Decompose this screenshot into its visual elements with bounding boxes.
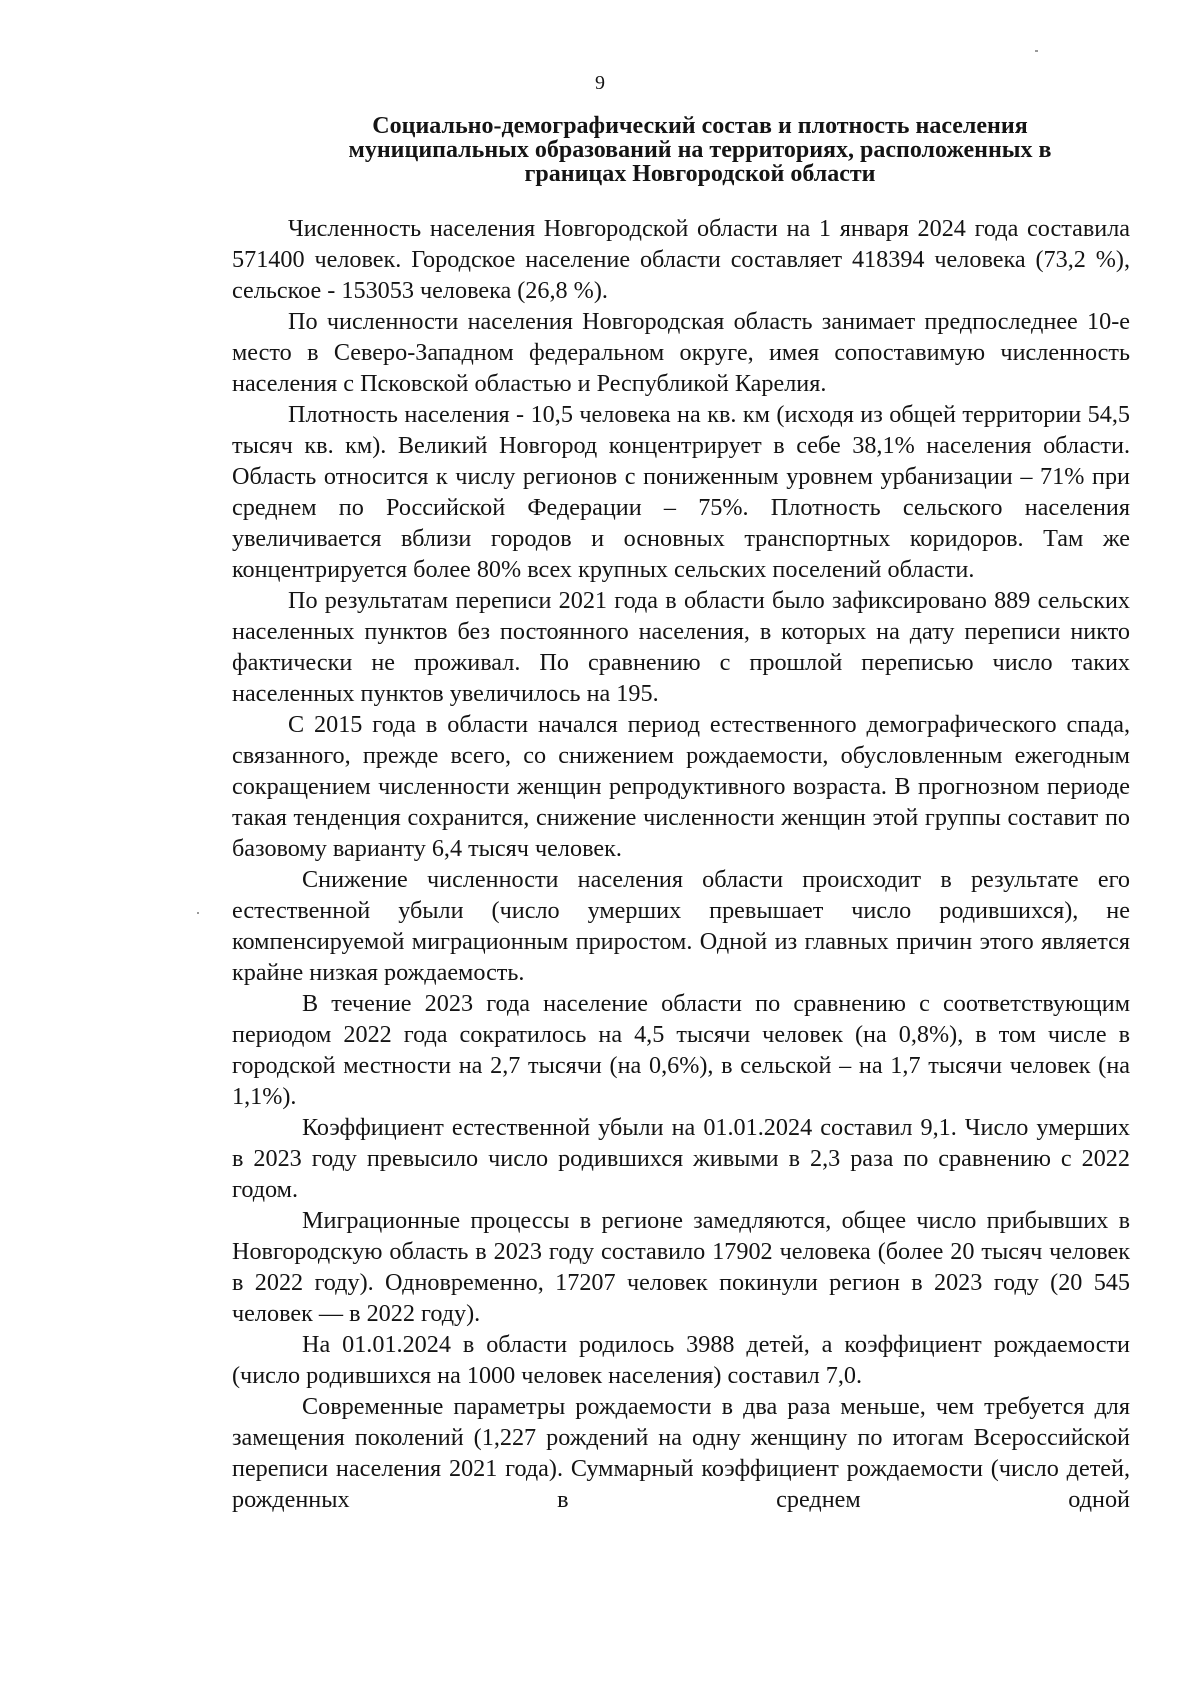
paragraph-population-total: Численность населения Новгородской области на 1 января 2024 года составила 571400 человек. Городское население области составляет 418394 человека (73,2 %), сельское - 153053 человека (26,8 %). xyxy=(232,215,1130,304)
paragraph-birth-rate: На 01.01.2024 в области родилось 3988 детей, а коэффициент рождаемости (число родившихся на 1000 человек населения) составил 7,0. xyxy=(232,1331,1130,1389)
paragraph-fertility: Современные параметры рождаемости в два раза меньше, чем требуется для замещения поколений (1,227 рождений на одну женщину по итогам Всероссийской переписи населения 2021 года). Суммарный коэффициент рождаемости (число детей, рожденных в среднем одной xyxy=(232,1393,1130,1513)
paragraph-census-2021: По результатам переписи 2021 года в области было зафиксировано 889 сельских населенных пунктов без постоянного населения, в которых на дату переписи никто фактически не проживал. По сравнению с прошлой переписью число таких населенных пунктов увеличилось на 195. xyxy=(232,587,1130,707)
paragraph-population-change-2023: В течение 2023 года население области по сравнению с соответствующим периодом 2022 года сократилось на 4,5 тысячи человек (на 0,8%), в том числе в городской местности на 2,7 тысячи (на 0,6%), в сельской – на 1,7 тысячи человек (на 1,1%). xyxy=(232,990,1130,1110)
paragraph-natural-decrease-rate: Коэффициент естественной убыли на 01.01.2024 составил 9,1. Число умерших в 2023 году превысило число родившихся живыми в 2,3 раза по сравнению с 2022 годом. xyxy=(232,1114,1130,1203)
paragraph-demographic-decline: С 2015 года в области начался период естественного демографического спада, связанного, прежде всего, со снижением рождаемости, обусловленным ежегодным сокращением численности женщин репродуктивного возраста. В прогнозном периоде такая тенденция сохранится, снижение численности женщин этой группы составит по базовому варианту 6,4 тысяч человек. xyxy=(232,711,1130,862)
paragraph-natural-decrease: Снижение численности населения области происходит в результате его естественной убыли (число умерших превышает число родившихся), не компенсируемой миграционным приростом. Одной из главных причин этого является крайне низкая рождаемость. xyxy=(232,866,1130,986)
paragraph-population-density: Плотность населения - 10,5 человека на кв. км (исходя из общей территории 54,5 тысяч кв. км). Великий Новгород концентрирует в себе 38,1% населения области. Область относится к числу регионов с пониженным уровнем урбанизации – 71% при среднем по Российской Федерации – 75%. Плотность сельского населения увеличивается вблизи городов и основных транспортных коридоров. Там же концентрируется более 80% всех крупных сельских поселений области. xyxy=(232,401,1130,583)
scan-speck xyxy=(197,912,199,914)
page-number: 9 xyxy=(595,72,605,94)
scan-speck xyxy=(1035,50,1038,52)
paragraph-migration: Миграционные процессы в регионе замедляются, общее число прибывших в Новгородскую область в 2023 году составило 17902 человека (более 20 тысяч человек в 2022 году). Одновременно, 17207 человек покинули регион в 2023 году (20 545 человек — в 2022 году). xyxy=(232,1207,1130,1327)
document-body xyxy=(232,213,1130,1515)
document-title: Социально-демографический состав и плотность населения муниципальных образований на территориях, расположенных в границах Новгородской области xyxy=(348,113,1052,187)
paragraph-population-rank: По численности населения Новгородская область занимает предпоследнее 10-е место в Северо-Западном федеральном округе, имея сопоставимую численность населения с Псковской областью и Республикой Карелия. xyxy=(232,308,1130,397)
